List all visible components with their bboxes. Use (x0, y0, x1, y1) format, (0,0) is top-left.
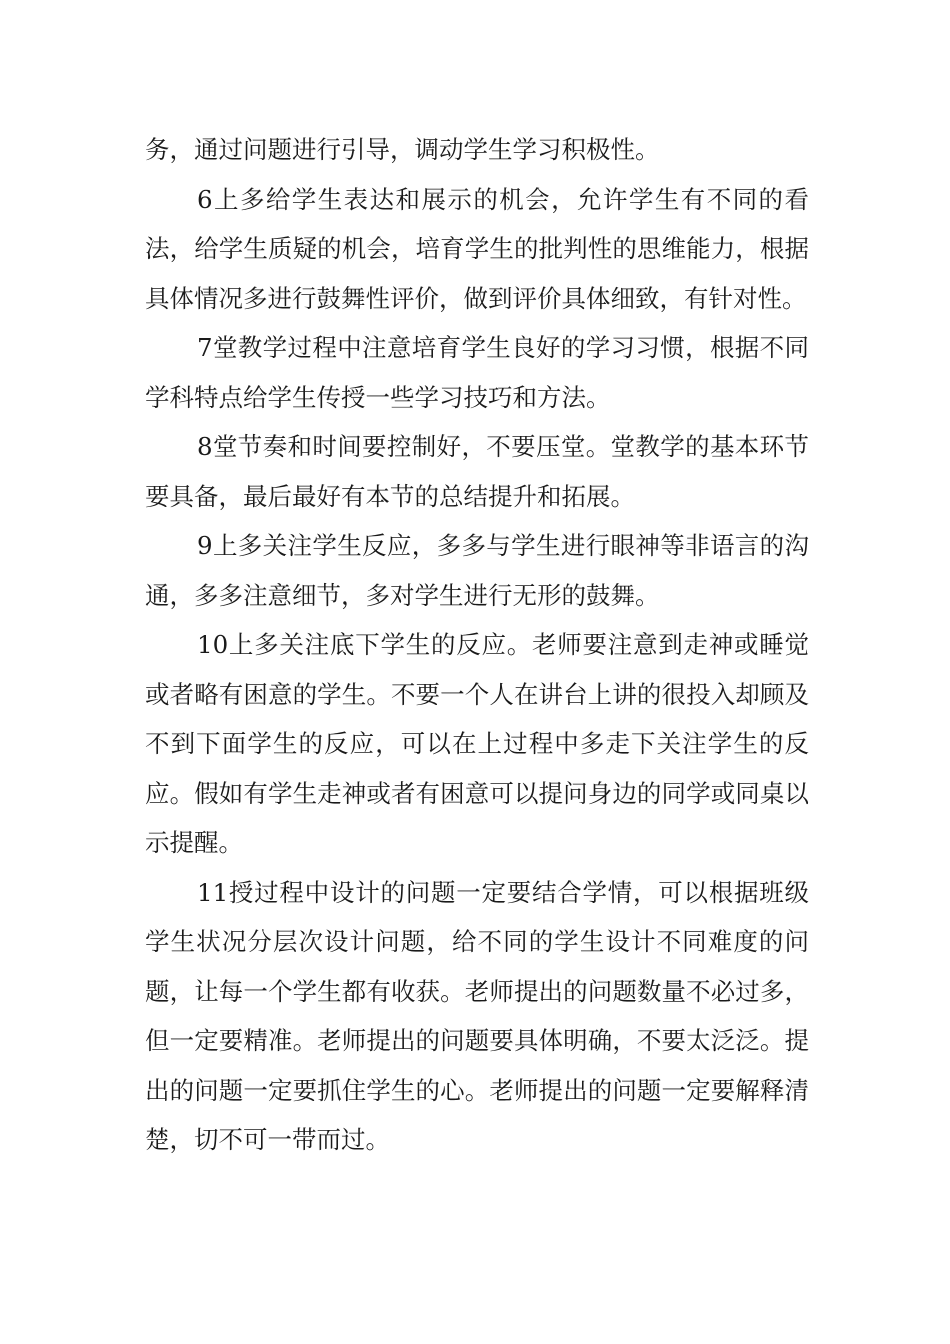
document-page (145, 125, 809, 1165)
paragraph-item-6: 6上多给学生表达和展示的机会，允许学生有不同的看法，给学生质疑的机会，培育学生的批判性的思维能力，根据具体情况多进行鼓舞性评价，做到评价具体细致，有针对性。 (145, 184, 809, 313)
paragraph-continuation: 务，通过问题进行引导，调动学生学习积极性。 (145, 135, 660, 164)
paragraph-item-9: 9上多关注学生反应，多多与学生进行眼神等非语言的沟通，多多注意细节，多对学生进行无形的鼓舞。 (145, 531, 809, 610)
paragraph-item-11: 11授过程中设计的问题一定要结合学情，可以根据班级学生状况分层次设计问题，给不同的学生设计不同难度的问题，让每一个学生都有收获。老师提出的问题数量不必过多，但一定要精准。老师提出的问题要具体明确，不要太泛泛。提出的问题一定要抓住学生的心。老师提出的问题一定要解释清楚，切不可一带而过。 (145, 877, 809, 1154)
paragraph-item-10: 10上多关注底下学生的反应。老师要注意到走神或睡觉或者略有困意的学生。不要一个人在讲台上讲的很投入却顾及不到下面学生的反应，可以在上过程中多走下关注学生的反应。假如有学生走神或者有困意可以提问身边的同学或同桌以示提醒。 (145, 630, 809, 857)
paragraph-item-8: 8堂节奏和时间要控制好，不要压堂。堂教学的基本环节要具备，最后最好有本节的总结提升和拓展。 (145, 432, 809, 511)
paragraph-item-7: 7堂教学过程中注意培育学生良好的学习习惯，根据不同学科特点给学生传授一些学习技巧和方法。 (145, 333, 809, 412)
